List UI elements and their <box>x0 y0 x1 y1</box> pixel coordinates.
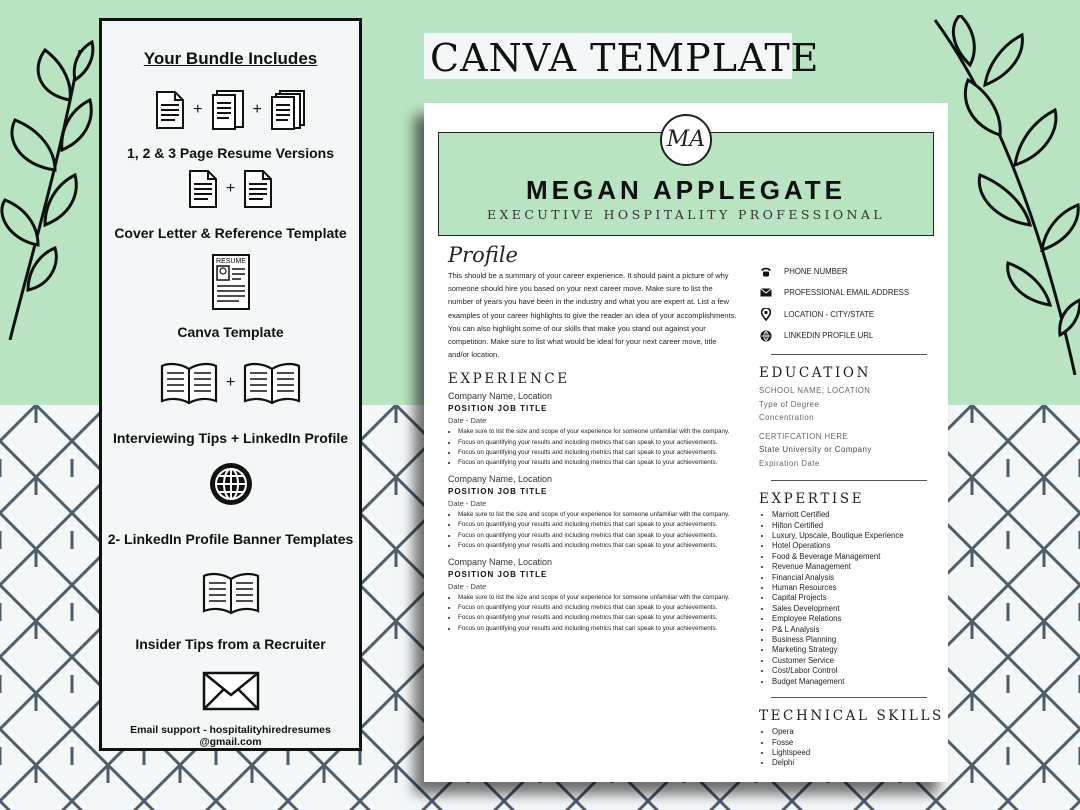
contact-linkedin-text: LINKEDIN PROFILE URL <box>784 331 874 341</box>
job-bullet: • Focus on quantifying your results and including metrics that can speak to your achievements. <box>458 531 738 541</box>
list-item: • Capital Projects <box>772 593 939 603</box>
email-icon-row <box>102 671 359 711</box>
document-icon <box>188 169 218 209</box>
bundle-title: Your Bundle Includes <box>143 49 318 68</box>
expertise-list <box>759 510 939 687</box>
resume-preview <box>424 103 948 782</box>
list-item: • Human Resources <box>772 583 939 593</box>
interview-tips-icons <box>102 361 359 405</box>
list-item: • Fosse <box>772 738 939 748</box>
document-icon <box>211 89 245 131</box>
list-item: • Marketing Strategy <box>772 645 939 655</box>
banner-title: CANVA TEMPLATE <box>430 36 820 80</box>
resume-icon-label: RESUME <box>215 258 246 265</box>
open-book-icon <box>202 571 260 615</box>
insider-tips-icon-row <box>102 571 359 615</box>
bundle-panel <box>99 18 362 751</box>
document-icon <box>243 169 273 209</box>
document-icon <box>270 89 306 131</box>
job-bullet: • Focus on quantifying your results and including metrics that can speak to your achievements. <box>458 448 738 458</box>
resume-icon <box>211 253 251 311</box>
open-book-icon <box>160 361 218 405</box>
list-item: • Hotel Operations <box>772 541 939 551</box>
list-item: • Luxury, Upscale, Boutique Experience <box>772 531 939 541</box>
job-bullet: • Focus on quantifying your results and including metrics that can speak to your achievements. <box>458 603 738 613</box>
envelope-icon <box>202 671 260 711</box>
education-school: SCHOOL NAME, LOCATION <box>759 386 871 396</box>
list-item: • Revenue Management <box>772 562 939 572</box>
job-date: Date - Date <box>448 416 487 426</box>
list-item: • Cost/Labor Control <box>772 666 939 676</box>
list-item: • Opera <box>772 727 939 737</box>
list-item: • P& L Analysis <box>772 625 939 635</box>
experience-heading: EXPERIENCE <box>448 371 570 388</box>
profile-text: This should be a summary of your career experience. It should paint a picture of why someone should hire you based on your next career move. Make sure to list the number of years you have been in the industry and what you are expert at. List a few examples of your career highlights to give the reader an idea of your accomplishments. You can also highlight some of our skills that make you stand out against your competition. Make sure to list what would be ideal for your next career move, title and/or location. <box>448 271 737 360</box>
envelope-icon <box>760 288 772 297</box>
plus-sign: + <box>225 180 236 197</box>
globe-icon <box>208 461 254 507</box>
contact-location <box>759 304 939 325</box>
job-entry <box>448 391 738 468</box>
job-bullet: • Focus on quantifying your results and including metrics that can speak to your achievements. <box>458 624 738 634</box>
section-divider <box>771 354 927 355</box>
phone-icon <box>760 267 772 277</box>
bundle-item-insider-tips: Insider Tips from a Recruiter <box>135 636 326 652</box>
job-company: Company Name, Location <box>448 557 553 568</box>
job-company: Company Name, Location <box>448 391 553 402</box>
list-item: • Financial Analysis <box>772 573 939 583</box>
plus-sign: + <box>252 101 262 118</box>
job-entry <box>448 557 738 634</box>
technical-skills-list <box>759 727 939 769</box>
leaf-branch-icon <box>0 40 100 340</box>
list-item: • Customer Service <box>772 656 939 666</box>
education-concentration: Concentration <box>759 413 815 423</box>
list-item: • Business Planning <box>772 635 939 645</box>
plus-sign: + <box>193 101 203 118</box>
job-date: Date - Date <box>448 582 487 592</box>
job-bullet: • Make sure to list the size and scope of your experience for someone unfamiliar with the company. <box>458 427 738 437</box>
job-title: POSITION JOB TITLE <box>448 570 548 580</box>
resume-name: MEGAN APPLEGATE <box>525 175 846 205</box>
education-degree: Type of Degree <box>759 399 820 409</box>
resume-right-column <box>759 261 944 769</box>
contact-location-text: LOCATION - CITY/STATE <box>784 309 875 319</box>
resume-versions-icons <box>102 89 359 131</box>
list-item: • Budget Management <box>772 677 939 687</box>
globe-icon-row <box>102 461 359 507</box>
list-item: • Lightspeed <box>772 748 939 758</box>
list-item: • Employee Relations <box>772 614 939 624</box>
bundle-item-resume-versions: 1, 2 & 3 Page Resume Versions <box>127 145 334 161</box>
section-divider <box>771 697 927 698</box>
list-item: • Food & Beverage Management <box>772 552 939 562</box>
technical-skills-heading: TECHNICAL SKILLS <box>759 708 944 725</box>
open-book-icon <box>243 361 301 405</box>
job-bullet: • Make sure to list the size and scope of your experience for someone unfamiliar with the company. <box>458 593 738 603</box>
job-bullet: • Make sure to list the size and scope of your experience for someone unfamiliar with the company. <box>458 510 738 520</box>
education-certification: CERTIFCATION HERE <box>759 431 849 441</box>
job-company: Company Name, Location <box>448 474 553 485</box>
job-bullet: • Focus on quantifying your results and including metrics that can speak to your achievements. <box>458 613 738 623</box>
job-bullet: • Focus on quantifying your results and including metrics that can speak to your achievements. <box>458 458 738 468</box>
bundle-item-interview-tips: Interviewing Tips + LinkedIn Profile <box>112 430 349 446</box>
monogram: MA <box>660 114 712 166</box>
contact-phone-text: PHONE NUMBER <box>784 267 848 277</box>
profile-heading: Profile <box>448 243 518 267</box>
job-bullet: • Focus on quantifying your results and including metrics that can speak to your achievements. <box>458 541 738 551</box>
education-heading: EDUCATION <box>759 365 872 382</box>
job-entry <box>448 474 738 551</box>
job-title: POSITION JOB TITLE <box>448 487 548 497</box>
bundle-item-canva-template: Canva Template <box>177 324 284 340</box>
resume-subtitle: EXECUTIVE HOSPITALITY PROFESSIONAL <box>486 207 885 222</box>
canva-template-banner <box>424 33 820 80</box>
contact-linkedin <box>759 325 939 346</box>
contact-phone <box>759 261 939 282</box>
globe-icon <box>760 330 772 342</box>
cover-letter-icons <box>102 169 359 209</box>
resume-left-column <box>448 243 738 634</box>
list-item: • Sales Development <box>772 604 939 614</box>
contact-email <box>759 282 939 303</box>
leaf-branch-icon <box>930 15 1080 375</box>
education-cert-date: Expiration Date <box>759 458 820 468</box>
email-support: Email support - hospitalityhiredresumes @gmail.com <box>130 724 331 748</box>
canva-resume-icon-row <box>102 253 359 311</box>
job-title: POSITION JOB TITLE <box>448 404 548 414</box>
expertise-heading: EXPERTISE <box>759 491 865 508</box>
section-divider <box>771 480 927 481</box>
bundle-item-cover-letter: Cover Letter & Reference Template <box>114 225 347 241</box>
bundle-item-linkedin-banners: 2- LinkedIn Profile Banner Templates <box>107 531 354 547</box>
job-bullet: • Focus on quantifying your results and including metrics that can speak to your achievements. <box>458 520 738 530</box>
list-item: • Hilton Certified <box>772 521 939 531</box>
plus-sign: + <box>225 374 236 391</box>
job-bullet: • Focus on quantifying your results and including metrics that can speak to your achievements. <box>458 438 738 448</box>
education-cert-school: State University or Company <box>759 445 872 455</box>
location-icon <box>761 308 771 321</box>
job-date: Date - Date <box>448 499 487 509</box>
list-item: • Marriott Certified <box>772 510 939 520</box>
contact-email-text: PROFESSIONAL EMAIL ADDRESS <box>784 288 910 298</box>
list-item: • Delphi <box>772 758 939 768</box>
document-icon <box>155 90 185 130</box>
